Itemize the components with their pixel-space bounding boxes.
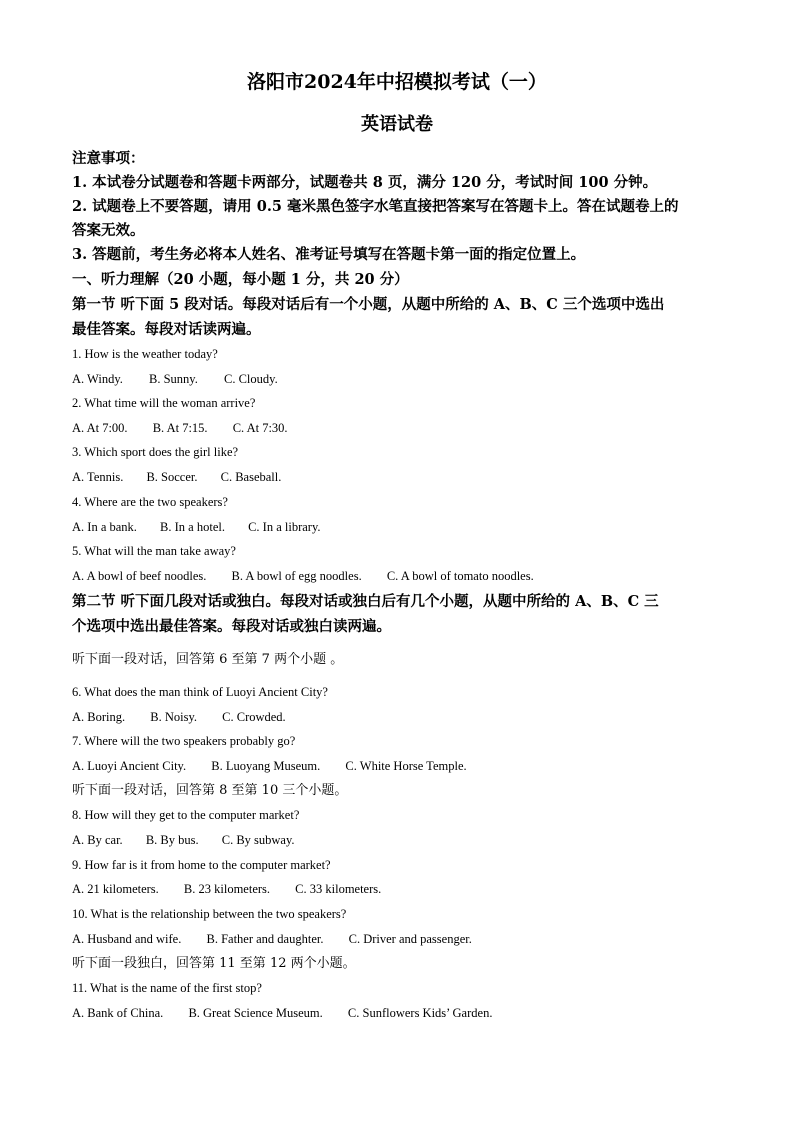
question-4-options bbox=[72, 519, 321, 535]
question-3: 3. Which sport does the girl like? bbox=[72, 445, 239, 459]
option-b: B. Great Science Museum. bbox=[188, 1006, 323, 1020]
question-11-options bbox=[72, 1005, 492, 1021]
option-b: B. A bowl of egg noodles. bbox=[231, 569, 362, 583]
option-b: B. Luoyang Museum. bbox=[211, 759, 321, 773]
option-b: B. By bus. bbox=[145, 833, 199, 847]
notice-item-1: 1. 本试卷分试题卷和答题卡两部分，试题卷共 8 页，满分 120 分，考试时间 100 分钟。 bbox=[72, 174, 658, 191]
notice-item-2a: 2. 试题卷上不要答题，请用 0.5 毫米黑色签字水笔直接把答案写在答题卡上。答在试题卷上的 bbox=[72, 198, 679, 215]
option-c: C. Cloudy. bbox=[224, 372, 278, 386]
question-7-options bbox=[72, 758, 467, 774]
option-a: A. Luoyi Ancient City. bbox=[72, 759, 187, 773]
section2-instruction-b: 个选项中选出最佳答案。每段对话或独白读两遍。 bbox=[72, 618, 391, 635]
option-b: B. In a hotel. bbox=[160, 520, 225, 534]
question-8-options bbox=[72, 832, 295, 848]
question-11: 11. What is the name of the first stop? bbox=[72, 981, 262, 995]
option-c: C. White Horse Temple. bbox=[345, 759, 467, 773]
notice-item-3: 3. 答题前，考生务必将本人姓名、准考证号填写在答题卡第一面的指定位置上。 bbox=[72, 246, 586, 263]
question-7: 7. Where will the two speakers probably go? bbox=[72, 734, 296, 748]
option-a: A. Bank of China. bbox=[72, 1006, 164, 1020]
question-10-options bbox=[72, 931, 472, 947]
part1-heading: 一、听力理解（20 小题，每小题 1 分，共 20 分） bbox=[72, 271, 409, 288]
option-b: B. At 7:15. bbox=[152, 421, 208, 435]
option-b: B. Father and daughter. bbox=[206, 932, 324, 946]
option-c: C. At 7:30. bbox=[232, 421, 288, 435]
option-a: A. Tennis. bbox=[72, 470, 124, 484]
question-2-options bbox=[72, 420, 288, 436]
option-a: A. In a bank. bbox=[72, 520, 137, 534]
option-a: A. By car. bbox=[72, 833, 123, 847]
option-b: B. Sunny. bbox=[149, 372, 198, 386]
instruction-q6-7: 听下面一段对话，回答第 6 至第 7 两个小题 。 bbox=[72, 652, 344, 667]
section1-instruction-a: 第一节 听下面 5 段对话。每段对话后有一个小题，从题中所给的 A、B、C 三个选项中选出 bbox=[72, 296, 665, 313]
instruction-q8-10: 听下面一段对话，回答第 8 至第 10 三个小题。 bbox=[72, 783, 348, 798]
question-1: 1. How is the weather today? bbox=[72, 347, 218, 361]
question-3-options bbox=[72, 469, 281, 485]
question-6: 6. What does the man think of Luoyi Ancient City? bbox=[72, 685, 328, 699]
option-a: A. Boring. bbox=[72, 710, 126, 724]
option-a: A. A bowl of beef noodles. bbox=[72, 569, 207, 583]
option-c: C. A bowl of tomato noodles. bbox=[386, 569, 534, 583]
question-4: 4. Where are the two speakers? bbox=[72, 495, 228, 509]
option-c: C. Crowded. bbox=[222, 710, 286, 724]
notice-item-2b: 答案无效。 bbox=[72, 222, 145, 239]
question-9-options bbox=[72, 881, 381, 897]
option-c: C. Driver and passenger. bbox=[348, 932, 472, 946]
option-c: C. Baseball. bbox=[220, 470, 282, 484]
question-10: 10. What is the relationship between the two speakers? bbox=[72, 907, 347, 921]
section1-instruction-b: 最佳答案。每段对话读两遍。 bbox=[72, 321, 261, 338]
option-b: B. 23 kilometers. bbox=[183, 882, 271, 896]
notice-heading: 注意事项： bbox=[72, 150, 145, 167]
question-5-options bbox=[72, 568, 534, 584]
exam-subtitle: 英语试卷 bbox=[361, 114, 433, 135]
option-a: A. At 7:00. bbox=[72, 421, 128, 435]
option-c: C. In a library. bbox=[248, 520, 321, 534]
option-a: A. Husband and wife. bbox=[72, 932, 182, 946]
question-1-options bbox=[72, 371, 278, 387]
question-6-options bbox=[72, 709, 286, 725]
option-a: A. 21 kilometers. bbox=[72, 882, 159, 896]
question-8: 8. How will they get to the computer market? bbox=[72, 808, 300, 822]
option-c: C. 33 kilometers. bbox=[295, 882, 382, 896]
instruction-q11-12: 听下面一段独白，回答第 11 至第 12 两个小题。 bbox=[72, 956, 356, 971]
exam-title: 洛阳市2024年中招模拟考试（一） bbox=[247, 71, 547, 93]
question-5: 5. What will the man take away? bbox=[72, 544, 236, 558]
option-b: B. Soccer. bbox=[146, 470, 198, 484]
section2-instruction-a: 第二节 听下面几段对话或独白。每段对话或独白后有几个小题，从题中所给的 A、B、C 三 bbox=[72, 593, 659, 610]
option-a: A. Windy. bbox=[72, 372, 123, 386]
option-c: C. Sunflowers Kids’ Garden. bbox=[347, 1006, 493, 1020]
option-b: B. Noisy. bbox=[150, 710, 198, 724]
question-9: 9. How far is it from home to the computer market? bbox=[72, 858, 331, 872]
option-c: C. By subway. bbox=[221, 833, 295, 847]
question-2: 2. What time will the woman arrive? bbox=[72, 396, 256, 410]
